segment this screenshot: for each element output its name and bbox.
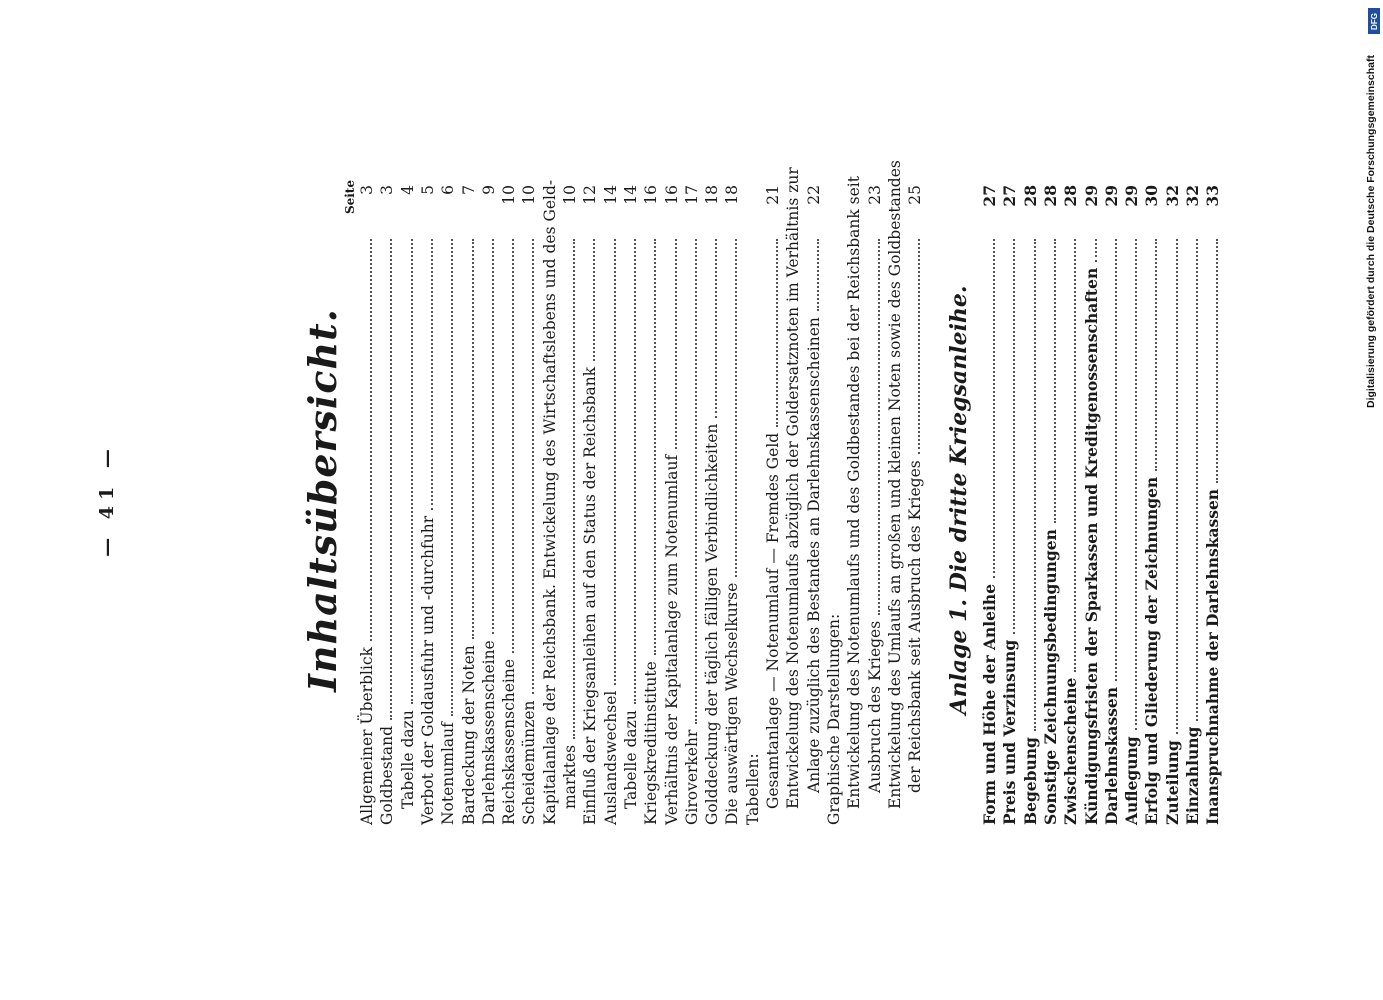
toc-entry-label: Zuteilung [1162,740,1182,825]
toc-entry-label: Reichskassenscheine [500,658,519,825]
leader-dots [440,239,453,716]
seite-column-header: Seite [343,180,357,215]
leader-dots [1002,239,1015,634]
toc-entry-page: 22 [804,185,823,205]
toc-entry [460,185,478,825]
dfg-logo-text: DFG [1369,12,1379,30]
toc-entry-label: Begebung [1020,737,1040,825]
toc-entry-page: 27 [980,185,999,207]
leader-dots [1063,239,1076,672]
toc-entry-page: 3 [358,185,376,195]
toc-entry [561,185,579,825]
toc-entry [825,185,843,825]
toc-entry-page: 32 [1162,185,1182,207]
toc-entry-label: Giroverkehr [682,729,701,825]
toc-entry-label: Einzahlung [1183,726,1202,825]
leader-dots [1104,239,1117,681]
toc-entry-page: 33 [1203,185,1223,207]
toc-entry-page: 29 [1081,185,1101,207]
toc-entry [683,185,701,825]
toc-entry [378,185,396,825]
toc-entry [764,185,782,825]
toc-entry [1041,185,1059,825]
leader-dots [544,164,555,174]
digitization-credit [1365,8,1383,408]
toc-entry-page: 27 [1000,185,1020,207]
toc-entry-label: Sonstige Zeichnungsbedingungen [1040,529,1060,825]
toc-entry-label: Entwickelung des Notenumlaufs abzüglich der Goldersatznoten im Verhältnis zur [784,167,803,809]
leader-dots [1185,239,1198,721]
leader-dots [664,239,677,449]
toc-entry-page: 5 [418,185,437,195]
toc-entry-label: Form und Höhe der Anleihe [980,583,999,825]
toc-entry-label: Auflegung [1122,736,1142,825]
toc-entry [1183,185,1201,825]
toc-entry-label: Verhältnis der Kapitalanlage zum Notenumlauf [662,454,681,825]
toc-entry-page: 10 [561,185,579,205]
toc-entry-page: 28 [1061,185,1081,207]
toc-entry-label: Tabelle dazu [398,710,417,809]
toc-entry [419,185,437,825]
toc-entry-label: Kündigungsfristen der Sparkassen und Kreditgenossenschaften [1081,267,1101,825]
leader-dots [684,239,697,724]
toc-entry-label: Preis und Verzinsung [1000,639,1020,825]
toc-entry-label: Tabelle dazu [621,710,640,809]
leader-dots [400,239,413,704]
leader-dots [724,239,737,577]
section-title: Anlage 1. Die dritte Kriegsanleihe. [946,285,972,715]
toc-entry [622,185,640,825]
toc-entry [744,185,762,825]
toc-entry [1000,185,1018,825]
toc-entry [805,185,823,825]
toc-entry-label: Goldbestand [378,725,397,825]
toc-entry [1203,185,1221,825]
toc-entry-page: 18 [723,185,742,205]
toc-entry [439,185,457,825]
toc-entry-page: 28 [1040,185,1060,207]
leader-dots [643,239,656,655]
toc-entry-page: 7 [459,185,478,195]
leader-dots [828,239,839,608]
leader-dots [982,239,995,578]
toc-entry [885,160,904,825]
toc-entry [642,185,660,825]
toc-entry-label: der Reichsbank seit Ausbruch des Krieges [906,460,925,793]
toc-entry-page: 21 [764,185,782,205]
toc-entry [784,167,803,825]
leader-dots [501,239,514,653]
leader-dots [582,239,595,361]
digitization-credit-text: Digitalisierung gefördert durch die Deutsche Forschungsgemeinschaft [1365,55,1377,408]
toc-entry [1082,185,1100,825]
toc-entry [703,185,721,825]
toc-entry-page: 10 [520,185,539,205]
toc-entry-page: 29 [1122,185,1142,207]
toc-entry [1061,185,1079,825]
toc-entry-page: 28 [1020,185,1040,207]
toc-entry-label: Die auswärtigen Wechselkurse [723,582,742,825]
toc-entry-page: 32 [1183,185,1202,207]
toc-entry-page: 6 [439,185,458,195]
toc-entry [1102,185,1120,825]
toc-entry [845,176,864,825]
toc-entry-label: Bardeckung der Noten [459,645,478,825]
leader-dots [765,239,778,427]
toc-entry [866,185,884,825]
toc-entry [723,185,741,825]
page-title: Inhaltsübersicht. [300,308,345,692]
leader-dots [420,239,433,510]
toc-entry-label: Inanspruchnahme der Darlehnskassen [1203,488,1223,825]
toc-entry-label: Gesamtanlage — Notenumlauf — Fremdes Geld [764,432,782,809]
toc-entry-label: Graphische Darstellungen: [824,613,843,825]
toc-entry-label: Allgemeiner Überblick [358,646,376,825]
toc-entry-page: 29 [1101,185,1121,207]
leader-dots [1043,239,1056,523]
toc-entry [980,185,998,825]
leader-dots [1205,239,1218,483]
toc-entry-label: marktes [561,744,579,809]
leader-dots [1023,239,1036,731]
leader-dots [359,239,372,641]
toc-entry [399,185,417,825]
toc-entry-page: 30 [1142,185,1162,207]
toc-entry-page: 18 [703,185,722,205]
leader-dots [461,239,474,639]
toc-entry-page: 9 [479,185,498,195]
toc-entry-page: 25 [906,185,925,205]
leader-dots [889,144,900,154]
toc-entry-page: 12 [581,185,600,205]
toc-entry [540,179,559,825]
leader-dots [623,239,636,704]
toc-entry-label: Einfluß der Kriegsanleihen auf den Status der Reichsbank [581,366,600,825]
toc-entry-page: 14 [621,185,640,205]
toc-entry-label: Entwickelung des Notenumlaufs und des Goldbestandes bei der Reichsbank seit [845,176,864,809]
dfg-logo [1368,8,1380,34]
leader-dots [867,239,880,615]
leader-dots [603,239,616,685]
leader-dots [1144,239,1157,471]
toc-entry [1122,185,1140,825]
leader-dots [907,239,920,454]
leader-dots [481,239,494,634]
leader-dots [747,239,758,747]
toc-entry-label: Auslandswechsel [601,690,620,825]
toc-entry-page: 23 [865,185,884,205]
toc-entry [358,185,376,825]
toc-entry [1163,185,1181,825]
toc-entry-label: Kapitalanlage der Reichsbank. Entwickelung des Wirtschaftslebens und des Geld- [540,179,559,825]
toc-entry-label: Tabellen: [743,753,762,825]
toc-entry-label: Notenumlauf [439,722,458,825]
leader-dots [1124,239,1137,730]
leader-dots [1084,239,1097,262]
toc-entry-label: Ausbruch des Krieges [865,620,884,793]
toc-entry-label: Entwickelung des Umlaufs an großen und kleinen Noten sowie des Goldbestandes [885,160,904,809]
leader-dots [787,151,798,161]
toc-entry-label: Kriegskreditinstitute [642,661,661,825]
toc-entry-label: Darlehnskassenscheine [479,640,498,825]
toc-entry-page: 16 [642,185,661,205]
toc-entry [1021,185,1039,825]
toc-entry-page: 14 [601,185,620,205]
toc-entry [500,185,518,825]
leader-dots [806,239,819,311]
leader-dots [848,160,859,170]
toc-entry-label: Anlage zuzüglich des Bestandes an Darlehnskassenscheinen [804,317,823,793]
toc-entry-page: 16 [662,185,681,205]
toc-entry-label: Golddeckung der täglich fälligen Verbindlichkeiten [703,423,722,825]
leader-dots [521,239,534,695]
toc-entry [602,185,620,825]
leader-dots [704,239,717,418]
toc-entry [520,185,538,825]
toc-entry-label: Darlehnskassen [1101,686,1121,825]
toc-entry-label: Scheidemünzen [520,700,539,825]
toc-entry [1142,185,1160,825]
leader-dots [1165,239,1178,734]
toc-entry-page: 10 [500,185,519,205]
toc-entry-label: Zwischenscheine [1061,677,1081,825]
toc-entry-page: 3 [378,185,397,195]
toc-entry-label: Erfolg und Gliederung der Zeichnungen [1142,476,1162,825]
toc-entry [581,185,599,825]
toc-entry-page: 4 [398,185,417,195]
leader-dots [562,239,575,739]
toc-entry-page: 17 [682,185,701,205]
page-number: — 41 — [96,443,118,557]
toc-entry-label: Verbot der Goldausfuhr und -durchfuhr [418,515,437,825]
toc-entry [480,185,498,825]
leader-dots [379,239,392,720]
toc-entry [906,185,924,825]
toc-entry [663,185,681,825]
